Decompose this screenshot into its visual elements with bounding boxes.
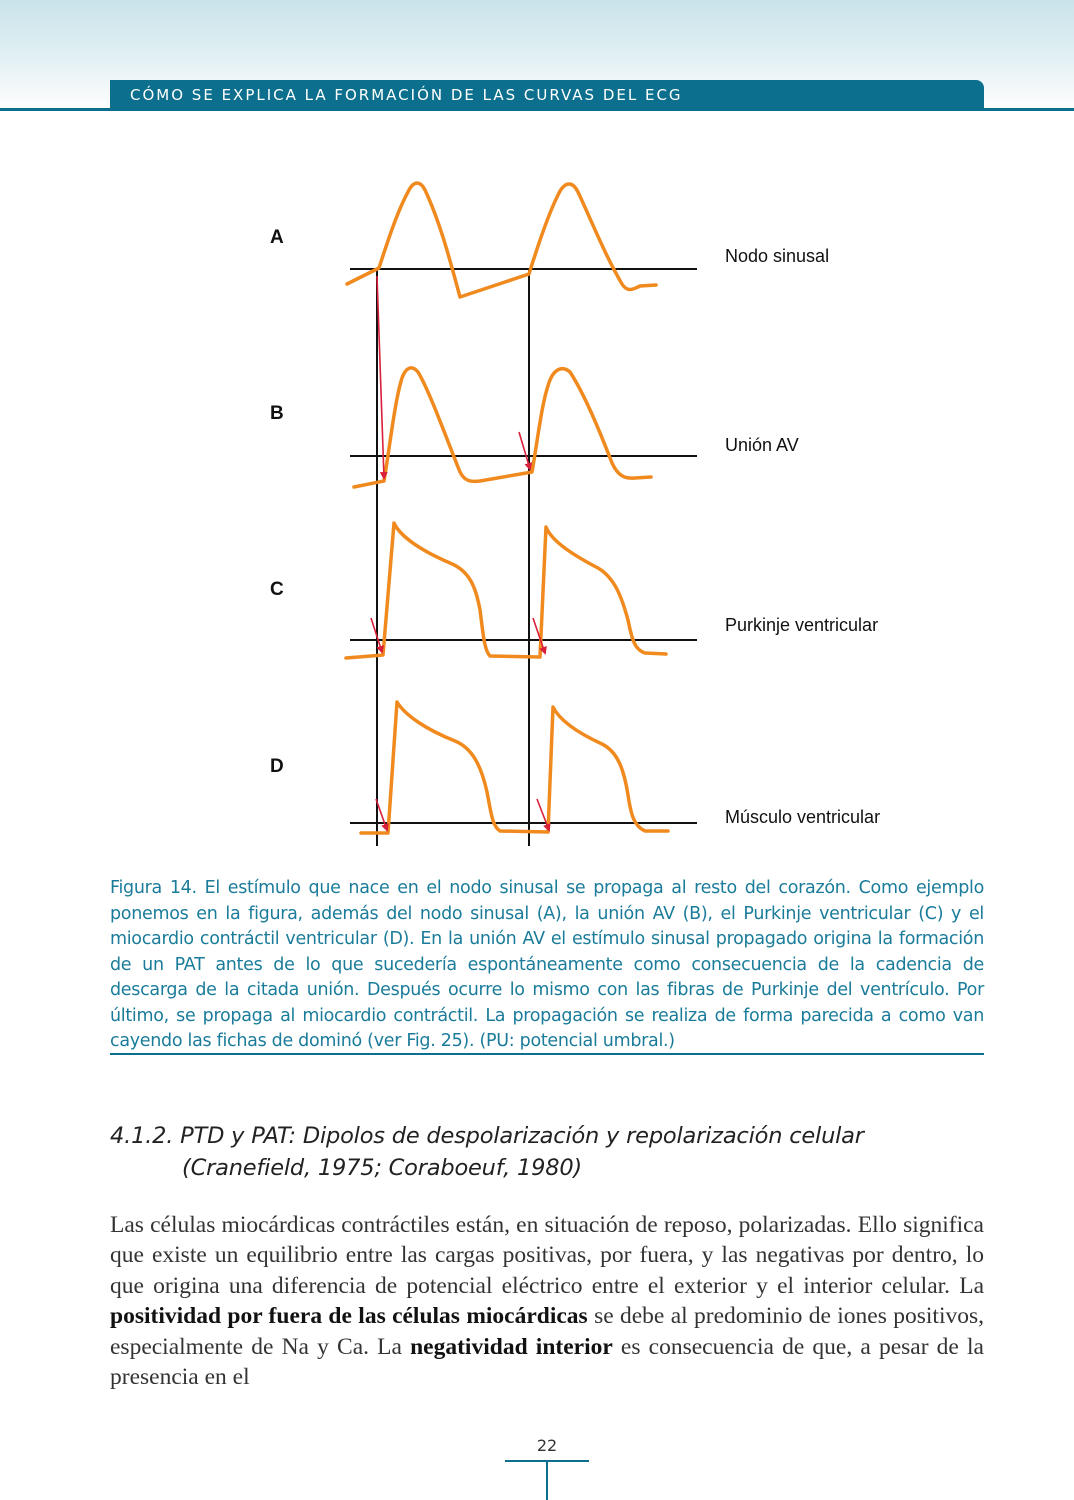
panel-label-musculo: Músculo ventricular	[725, 807, 881, 827]
panel-letter-b: B	[270, 403, 284, 424]
section-heading-line1: 4.1.2. PTD y PAT: Dipolos de despolarización y repolarización celular	[110, 1123, 864, 1149]
propagation-arrow-a-to-b	[377, 276, 384, 478]
body-paragraph	[110, 1210, 984, 1392]
trace-union-av	[354, 368, 651, 487]
trace-nodo-sinusal	[347, 183, 656, 297]
caption-rule	[110, 1053, 984, 1055]
body-bold-2: negatividad interior	[410, 1333, 613, 1360]
action-potential-figure	[0, 150, 1074, 860]
body-text-1: Las células miocárdicas contráctiles están, en situación de reposo, polarizadas. Ello significa que existe un equilibrio entre las cargas positivas, por fuera, y las negativas por dentro, lo que origina una diferencia de potencial eléctrico entre el exterior y el interior celular. La	[110, 1212, 984, 1299]
body-text-2: se debe al predominio de iones positivos, especialmente de Na y Ca. La	[110, 1303, 984, 1360]
section-heading	[110, 1120, 984, 1184]
running-header: CÓMO SE EXPLICA LA FORMACIÓN DE LAS CURVAS DEL ECG	[130, 86, 683, 104]
trace-purkinje	[346, 523, 666, 658]
body-text-3: es consecuencia de que, a pesar de la presencia en el	[110, 1333, 984, 1391]
page-number: 22	[536, 1436, 558, 1455]
body-bold-1: positividad por fuera de las células miocárdicas	[110, 1303, 588, 1330]
section-heading-line2: (Cranefield, 1975; Coraboeuf, 1980)	[182, 1155, 583, 1181]
footer-rule-vertical	[546, 1460, 548, 1500]
panel-letter-a: A	[270, 227, 284, 248]
panel-label-purkinje: Purkinje ventricular	[725, 615, 879, 635]
panel-label-nodo-sinusal: Nodo sinusal	[725, 246, 830, 266]
figure-caption: Figura 14. El estímulo que nace en el nodo sinusal se propaga al resto del corazón. Como ejemplo ponemos en la figura, además del nodo sinusal (A), la unión AV (B), el Purkinje ventricular (C) y el miocardio contráctil ventricular (D). En la unión AV el estímulo sinusal propagado origina la formación de un PAT antes de lo que sucedería espontáneamente como consecuencia de la cadencia de descarga de la citada unión. Después ocurre lo mismo con las fibras de Purkinje del ventrículo. Por último, se propaga al miocardio contráctil. La propagación se realiza de forma parecida a como van cayendo las fichas de dominó (ver Fig. 25). (PU: potencial umbral.)	[110, 878, 984, 1051]
header-rule	[0, 108, 1074, 111]
panel-label-union-av: Unión AV	[725, 435, 799, 455]
trace-musculo-ventricular	[361, 702, 668, 833]
panel-letter-d: D	[270, 756, 284, 777]
panel-letter-c: C	[270, 579, 284, 600]
